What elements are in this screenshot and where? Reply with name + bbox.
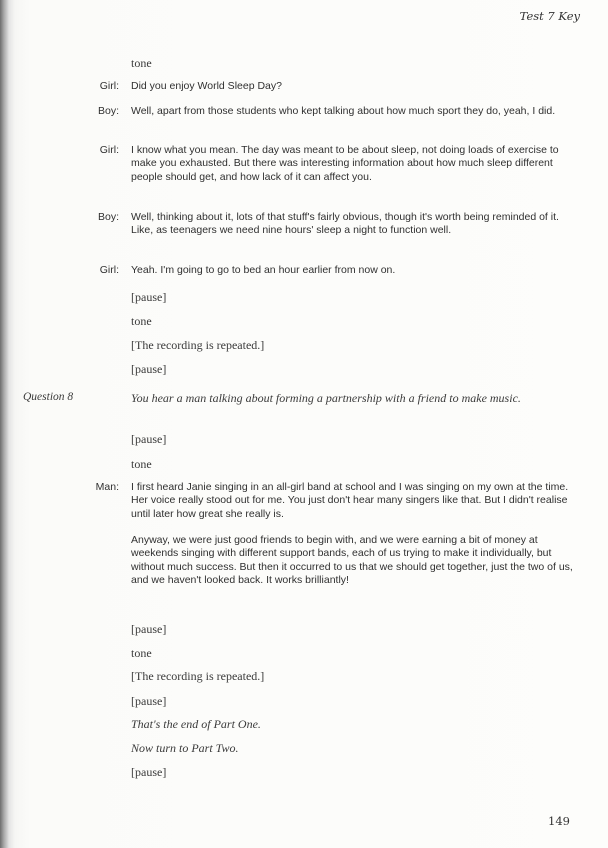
question-label: Question 8	[23, 391, 74, 403]
tone-cue: tone	[131, 314, 152, 328]
page-header: Test 7 Key	[519, 9, 580, 23]
speaker-label: Girl:	[99, 264, 119, 276]
turn-part-two: Now turn to Part Two.	[131, 741, 239, 755]
speaker-label: Girl:	[99, 80, 119, 92]
tone-cue: tone	[131, 646, 152, 660]
dialogue-line: I know what you mean. The day was meant to be about sleep, not doing loads of exercise to make you exhausted. But there was interesting information about how much sleep different people should get, and how lack of it can affect you.	[131, 144, 559, 183]
pause-cue: [pause]	[131, 362, 167, 376]
dialogue-line: I first heard Janie singing in an all-girl band at school and I was singing on my own at the time. Her voice really stood out for me. You just don't hear many singers like that. But I didn't realise until later how great she really is.	[131, 481, 569, 520]
pause-cue: [pause]	[131, 622, 167, 636]
dialogue-line: Yeah. I'm going to go to bed an hour earlier from now on.	[131, 264, 396, 276]
page-number: 149	[548, 814, 570, 828]
dialogue-line: Well, thinking about it, lots of that stuff's fairly obvious, though it's worth being reminded of it. Like, as teenagers we need nine hours' sleep a night to function well.	[131, 211, 559, 237]
dialogue-line: Anyway, we were just good friends to begin with, and we were earning a bit of money at weekends singing with different support bands, each of us trying to make it individually, but without much success. But then it occurred to us that we should get together, just the two of us, and we haven't looked back. It works brilliantly!	[131, 534, 573, 586]
pause-cue: [pause]	[131, 290, 167, 304]
speaker-label: Boy:	[97, 211, 119, 223]
question-prompt: You hear a man talking about forming a partnership with a friend to make music.	[131, 391, 521, 405]
end-part-one: That's the end of Part One.	[131, 717, 261, 731]
speaker-label: Girl:	[99, 144, 119, 156]
speaker-label: Man:	[95, 481, 119, 493]
tone-cue: tone	[131, 457, 152, 471]
repeat-cue: [The recording is repeated.]	[131, 338, 265, 352]
speaker-label: Boy:	[97, 105, 119, 117]
dialogue-line: Well, apart from those students who kept talking about how much sport they do, yeah, I did.	[131, 105, 556, 117]
repeat-cue: [The recording is repeated.]	[131, 669, 265, 683]
tone-cue: tone	[131, 56, 152, 70]
pause-cue: [pause]	[131, 765, 167, 779]
pause-cue: [pause]	[131, 432, 167, 446]
pause-cue: [pause]	[131, 694, 167, 708]
dialogue-line: Did you enjoy World Sleep Day?	[131, 80, 282, 92]
